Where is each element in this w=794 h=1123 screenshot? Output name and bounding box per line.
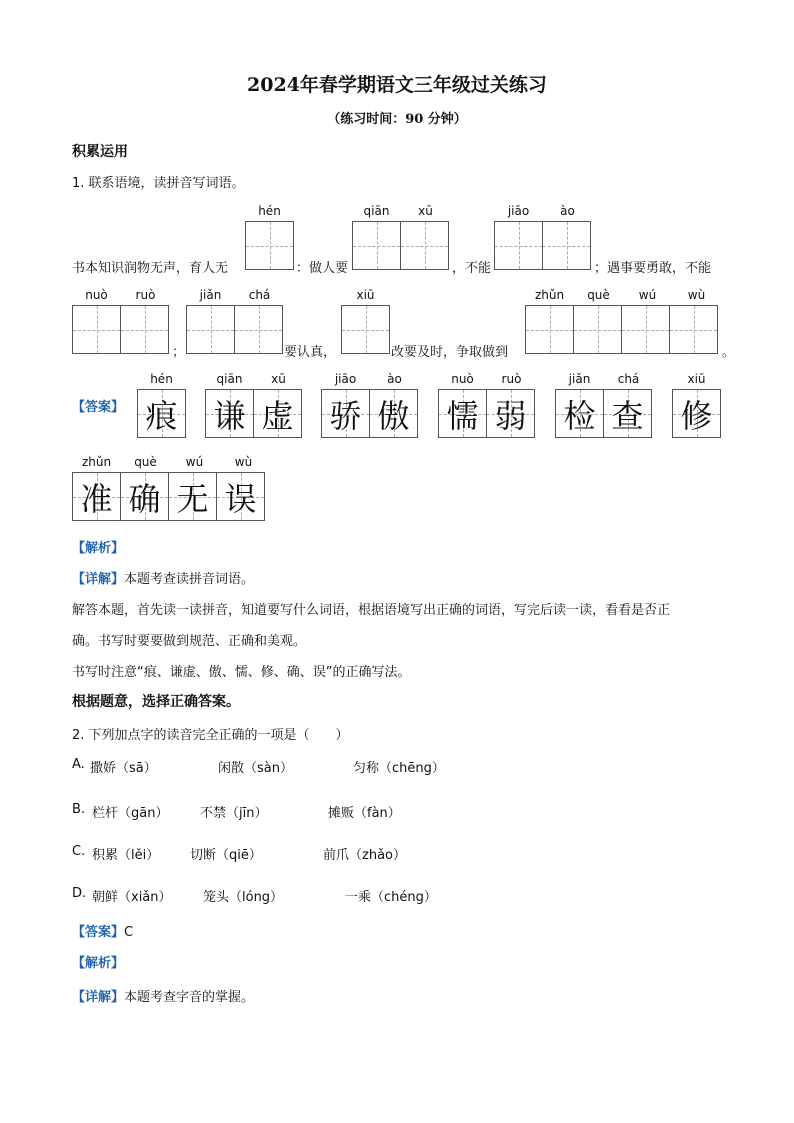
answer-value: C bbox=[124, 925, 134, 940]
grid-cell[interactable] bbox=[186, 305, 235, 354]
answer-pinyin: xū bbox=[271, 372, 286, 386]
answer-cell bbox=[555, 389, 604, 438]
option-item: 撒娇（sā） bbox=[90, 761, 157, 776]
answer-cell bbox=[369, 389, 418, 438]
detail-line bbox=[72, 986, 254, 1005]
answer-grid bbox=[137, 389, 185, 438]
answer-char: 虚 bbox=[261, 396, 294, 435]
option-d[interactable] bbox=[72, 886, 437, 905]
answer-pinyin: jiǎn bbox=[568, 372, 591, 386]
writing-grid[interactable] bbox=[494, 221, 590, 270]
grid-cell[interactable] bbox=[542, 221, 591, 270]
answer-pinyin: hén bbox=[150, 372, 173, 386]
writing-grid[interactable] bbox=[245, 221, 293, 270]
option-item: 前爪（zhǎo） bbox=[323, 848, 406, 863]
option-item: 笼头（lóng） bbox=[203, 890, 284, 905]
option-item: 不禁（jīn） bbox=[200, 806, 268, 821]
answer-cell bbox=[672, 389, 721, 438]
answer-cell bbox=[205, 389, 254, 438]
detail-line bbox=[72, 568, 254, 587]
answer-cell bbox=[321, 389, 370, 438]
sentence-text: 书本知识润物无声，育人无 bbox=[72, 261, 229, 276]
page-title: 2024年春学期语文三年级过关练习 bbox=[247, 74, 547, 96]
option-label: B. bbox=[72, 802, 86, 817]
answer-char: 查 bbox=[611, 396, 644, 435]
option-item: 摊贩（fàn） bbox=[328, 806, 401, 821]
option-a[interactable] bbox=[72, 757, 445, 776]
answer-char: 确 bbox=[128, 479, 161, 518]
answer-char: 谦 bbox=[213, 396, 246, 435]
grid-cell[interactable] bbox=[621, 305, 670, 354]
answer-grid bbox=[672, 389, 720, 438]
answer-char: 检 bbox=[563, 396, 596, 435]
answer-pinyin: què bbox=[134, 455, 157, 469]
analysis-tag: 【解析】 bbox=[72, 541, 125, 556]
answer-pinyin: xiū bbox=[687, 372, 706, 386]
pinyin-label: jiāo bbox=[507, 204, 530, 218]
answer-cell bbox=[168, 472, 217, 521]
grid-cell[interactable] bbox=[525, 305, 574, 354]
grid-cell[interactable] bbox=[400, 221, 449, 270]
pinyin-label: qiān bbox=[363, 204, 390, 218]
answer-tag: 【答案】 bbox=[72, 400, 125, 415]
pinyin-label: ào bbox=[560, 204, 575, 218]
option-b[interactable] bbox=[72, 802, 401, 821]
answer-cell bbox=[72, 472, 121, 521]
answer-cell bbox=[486, 389, 535, 438]
sentence-text: 要认真， bbox=[284, 345, 337, 360]
explanation-para: 解答本题，首先读一读拼音，知道要写什么词语，根据语境写出正确的词语，写完后读一读，看看是否正 bbox=[72, 603, 671, 618]
grid-cell[interactable] bbox=[352, 221, 401, 270]
option-c[interactable] bbox=[72, 844, 406, 863]
writing-grid[interactable] bbox=[525, 305, 717, 354]
answer-pinyin: ào bbox=[387, 372, 402, 386]
pinyin-label: chá bbox=[248, 288, 271, 302]
grid-cell[interactable] bbox=[494, 221, 543, 270]
answer-grid bbox=[72, 472, 264, 521]
writing-grid[interactable] bbox=[186, 305, 282, 354]
answer-grid bbox=[205, 389, 301, 438]
pinyin-label: xiū bbox=[356, 288, 375, 302]
grid-cell[interactable] bbox=[573, 305, 622, 354]
answer-char: 修 bbox=[680, 396, 713, 435]
sentence-text: 改要及时，争取做到 bbox=[391, 345, 509, 360]
question-2-stem: 2. 下列加点字的读音完全正确的一项是（ ） bbox=[72, 728, 349, 743]
answer-char: 弱 bbox=[494, 396, 527, 435]
answer-pinyin: wù bbox=[234, 455, 253, 469]
answer-cell bbox=[603, 389, 652, 438]
grid-cell[interactable] bbox=[669, 305, 718, 354]
grid-cell[interactable] bbox=[120, 305, 169, 354]
pinyin-label: xū bbox=[418, 204, 433, 218]
pinyin-label: nuò bbox=[85, 288, 108, 302]
sentence-text: ，不能 bbox=[452, 261, 492, 276]
answer-cell bbox=[438, 389, 487, 438]
grid-cell[interactable] bbox=[245, 221, 294, 270]
answer-char: 无 bbox=[176, 479, 209, 518]
option-item: 闲散（sàn） bbox=[218, 761, 293, 776]
answer-char: 误 bbox=[224, 479, 257, 518]
pinyin-label: wú bbox=[638, 288, 657, 302]
answer-cell bbox=[253, 389, 302, 438]
answer-line bbox=[72, 921, 133, 940]
answer-char: 傲 bbox=[377, 396, 410, 435]
explanation-para: 确。书写时要要做到规范、正确和美观。 bbox=[72, 634, 307, 649]
sentence-text: ；遇事要勇敢，不能 bbox=[594, 261, 712, 276]
grid-cell[interactable] bbox=[341, 305, 390, 354]
answer-pinyin: wú bbox=[185, 455, 204, 469]
analysis-tag: 【解析】 bbox=[72, 956, 125, 971]
answer-char: 懦 bbox=[446, 396, 479, 435]
page-subtitle: （练习时间：90 分钟） bbox=[327, 112, 467, 127]
sentence-text: ：做人要 bbox=[296, 261, 349, 276]
section-heading-1: 积累运用 bbox=[72, 144, 128, 160]
option-item: 栏杆（gān） bbox=[92, 806, 169, 821]
sentence-text: ； bbox=[172, 345, 186, 360]
answer-pinyin: nuò bbox=[451, 372, 474, 386]
detail-text: 本题考查读拼音词语。 bbox=[124, 572, 255, 587]
answer-pinyin: qiān bbox=[216, 372, 243, 386]
option-label: C. bbox=[72, 844, 86, 859]
grid-cell[interactable] bbox=[72, 305, 121, 354]
answer-pinyin: zhǔn bbox=[81, 455, 112, 469]
answer-char: 骄 bbox=[329, 396, 362, 435]
answer-char: 准 bbox=[80, 479, 113, 518]
sentence-text: 。 bbox=[722, 345, 736, 360]
answer-tag: 【答案】 bbox=[72, 925, 125, 940]
writing-grid[interactable] bbox=[341, 305, 389, 354]
pinyin-label: zhǔn bbox=[534, 288, 565, 302]
answer-pinyin: ruò bbox=[501, 372, 522, 386]
writing-grid[interactable] bbox=[72, 305, 168, 354]
answer-grid bbox=[438, 389, 534, 438]
section-heading-2: 根据题意，选择正确答案。 bbox=[72, 694, 240, 710]
answer-grid bbox=[555, 389, 651, 438]
pinyin-label: hén bbox=[258, 204, 281, 218]
grid-cell[interactable] bbox=[234, 305, 283, 354]
answer-grid bbox=[321, 389, 417, 438]
detail-tag: 【详解】 bbox=[72, 572, 125, 587]
answer-pinyin: chá bbox=[617, 372, 640, 386]
option-label: A. bbox=[72, 757, 85, 772]
option-item: 积累（lěi） bbox=[92, 848, 160, 863]
option-item: 切断（qiē） bbox=[190, 848, 262, 863]
explanation-para: 书写时注意“痕、谦虚、傲、懦、修、确、误”的正确写法。 bbox=[72, 665, 411, 680]
option-item: 一乘（chéng） bbox=[345, 890, 437, 905]
option-item: 朝鲜（xiǎn） bbox=[92, 890, 172, 905]
answer-cell bbox=[137, 389, 186, 438]
pinyin-label: què bbox=[587, 288, 610, 302]
answer-pinyin: jiāo bbox=[334, 372, 357, 386]
option-label: D. bbox=[72, 886, 87, 901]
pinyin-label: jiǎn bbox=[199, 288, 222, 302]
answer-cell bbox=[120, 472, 169, 521]
pinyin-label: wù bbox=[687, 288, 706, 302]
question-1-stem: 1. 联系语境，读拼音写词语。 bbox=[72, 176, 245, 191]
answer-cell bbox=[216, 472, 265, 521]
writing-grid[interactable] bbox=[352, 221, 448, 270]
answer-char: 痕 bbox=[145, 396, 178, 435]
option-item: 匀称（chēng） bbox=[353, 761, 445, 776]
pinyin-label: ruò bbox=[135, 288, 156, 302]
detail-text: 本题考查字音的掌握。 bbox=[124, 990, 255, 1005]
detail-tag: 【详解】 bbox=[72, 990, 125, 1005]
